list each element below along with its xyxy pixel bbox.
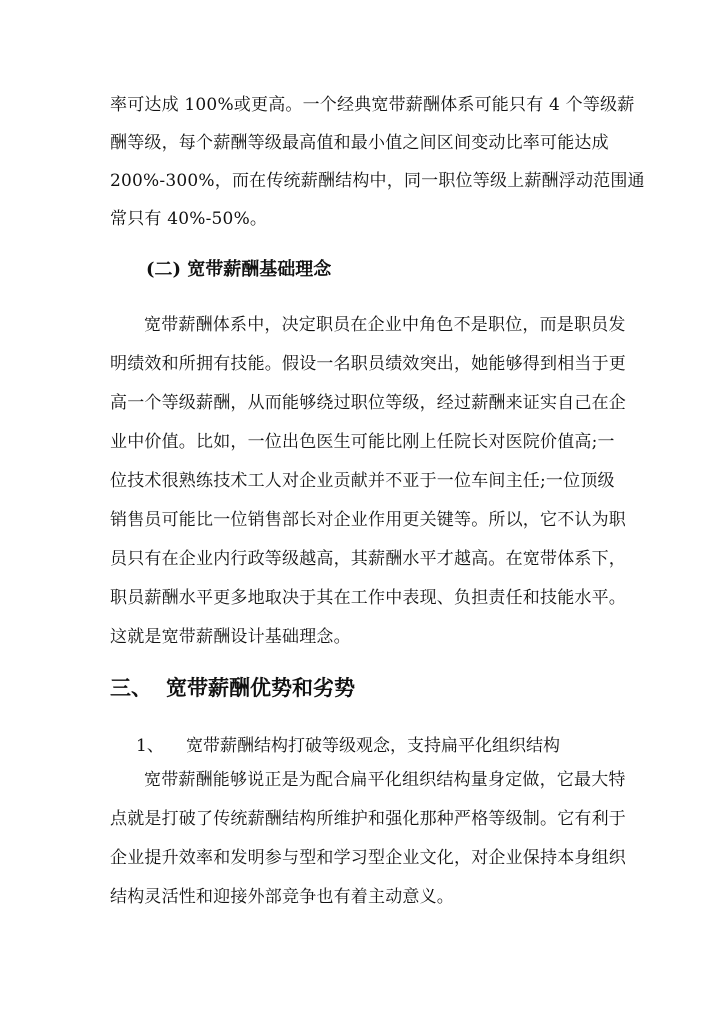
paragraph-line: 位技术很熟练技术工人对企业贡献并不亚于一位车间主任;一位顶级 (110, 471, 615, 491)
paragraph-line: 宽带薪酬体系中，决定职员在企业中角色不是职位，而是职员发 (144, 315, 626, 335)
paragraph-line: 职员薪酬水平更多地取决于其在工作中表现、负担责任和技能水平。 (110, 588, 626, 608)
paragraph-line: 率可达成 100%或更高。一个经典宽带薪酬体系可能只有 4 个等级薪 (110, 95, 635, 115)
chapter-title: 宽带薪酬优势和劣势 (166, 675, 355, 700)
paragraph-line: 200%-300%，而在传统薪酬结构中，同一职位等级上薪酬浮动范围通 (110, 171, 645, 191)
paragraph-line: 业中价值。比如，一位出色医生可能比刚上任院长对医院价值高;一 (110, 432, 615, 452)
paragraph-line: 明绩效和所拥有技能。假设一名职员绩效突出，她能够得到相当于更 (110, 354, 626, 374)
paragraph-line: 高一个等级薪酬，从而能够绕过职位等级，经过薪酬来证实自己在企 (110, 393, 626, 413)
subsection-heading (136, 734, 560, 758)
paragraph-line: 宽带薪酬能够说正是为配合扁平化组织结构量身定做，它最大特 (144, 770, 626, 790)
subsection-title: 宽带薪酬结构打破等级观念，支持扁平化组织结构 (186, 736, 560, 756)
paragraph-line: 员只有在企业内行政等级越高，其薪酬水平才越高。在宽带体系下， (110, 549, 626, 569)
paragraph-line: 企业提升效率和发明参与型和学习型企业文化，对企业保持本身组织 (110, 848, 626, 868)
paragraph-line: 点就是打破了传统薪酬结构所维护和强化那种严格等级制。它有利于 (110, 809, 626, 829)
paragraph-line: 常只有 40%-50%。 (110, 209, 268, 229)
paragraph-line: 销售员可能比一位销售部长对企业作用更关键等。所以，它不认为职 (110, 510, 626, 530)
chapter-heading (110, 672, 355, 704)
chapter-number: 三、 (110, 675, 152, 700)
subsection-number: 1、 (136, 736, 164, 756)
paragraph-line: 结构灵活性和迎接外部竞争也有着主动意义。 (110, 887, 454, 907)
paragraph-line: 酬等级，每个薪酬等级最高值和最小值之间区间变动比率可能达成 (110, 133, 609, 153)
section-heading: (二) 宽带薪酬基础理念 (146, 259, 332, 280)
paragraph-line: 这就是宽带薪酬设计基础理念。 (110, 627, 351, 647)
